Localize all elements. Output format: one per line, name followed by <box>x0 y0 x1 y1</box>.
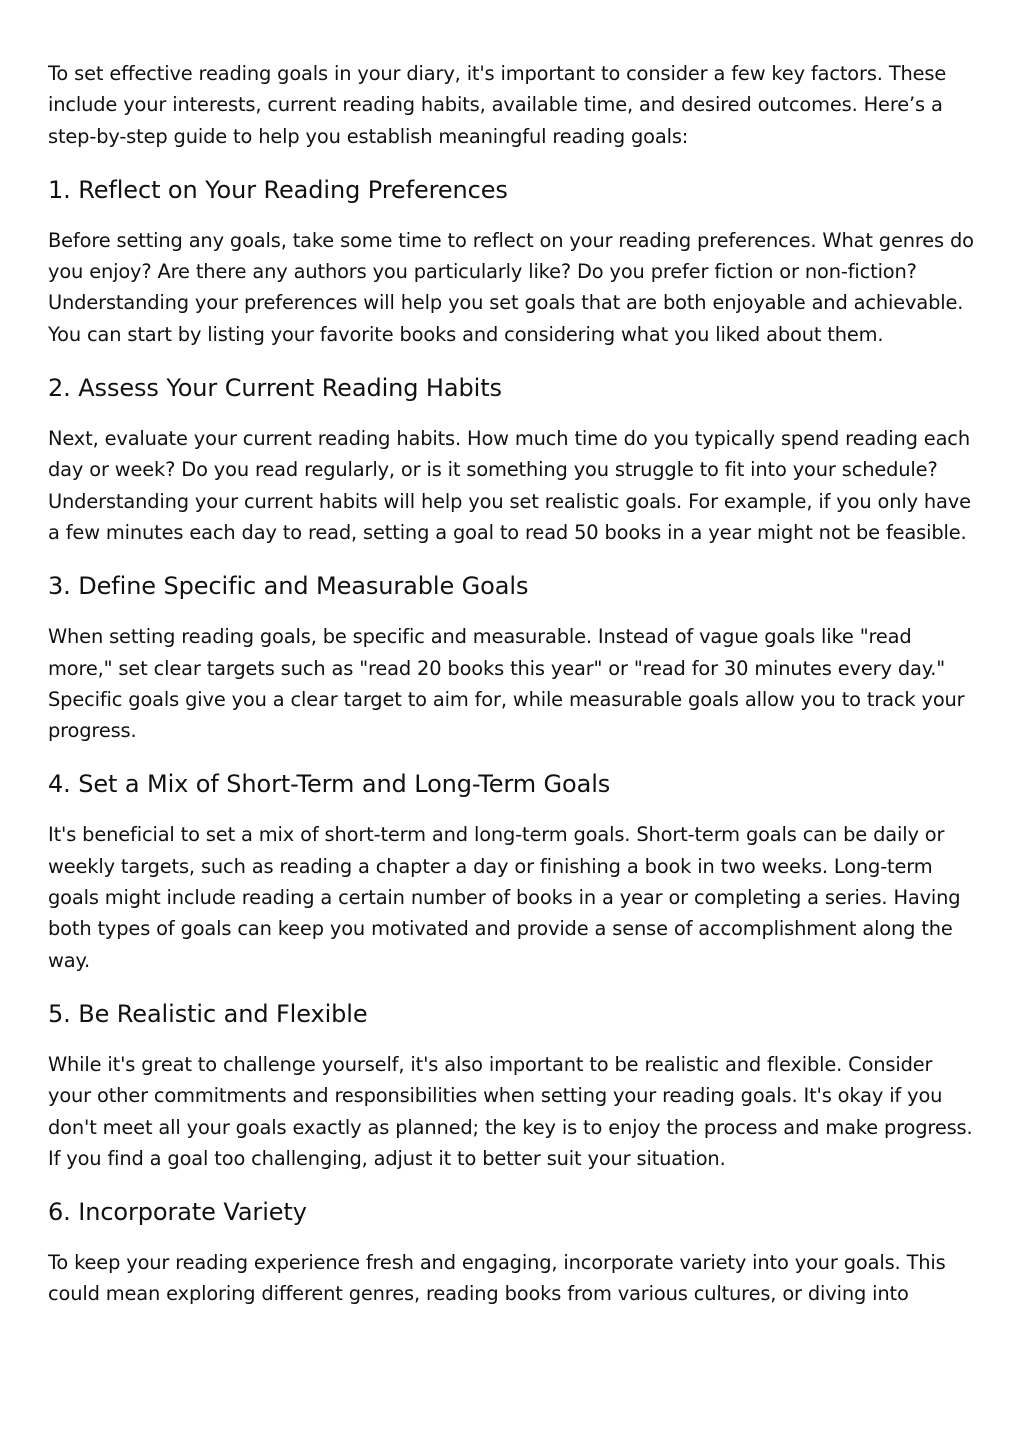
section-mix-goals <box>48 768 978 975</box>
section-paragraph: When setting reading goals, be specific and measurable. Instead of vague goals like "read more," set clear targets such as "read 20 books this year" or "read for 30 minutes every day." Specific goals give you a clear target to aim for, while measurable goals allow you to track your progress. <box>48 625 965 743</box>
section-heading: 1. Reflect on Your Reading Preferences <box>48 175 508 204</box>
section-paragraph: It's beneficial to set a mix of short-term and long-term goals. Short-term goals can be daily or weekly targets, such as reading a chapter a day or finishing a book in two weeks. Long-term goals might include reading a certain number of books in a year or completing a series. Having both types of goals can keep you motivated and provide a sense of accomplishment along the way. <box>48 823 961 972</box>
section-paragraph: Before setting any goals, take some time to reflect on your reading preferences. What genres do you enjoy? Are there any authors you particularly like? Do you prefer fiction or non-fiction? Understanding your preferences will help you set goals that are both enjoyable and achievable. You can start by listing your favorite books and considering what you liked about them. <box>48 228 974 346</box>
section-assess-habits <box>48 372 978 548</box>
section-heading: 5. Be Realistic and Flexible <box>48 999 368 1028</box>
section-reflect-preferences <box>48 174 978 350</box>
section-define-goals <box>48 570 978 746</box>
section-realistic-flexible <box>48 998 978 1174</box>
section-heading: 2. Assess Your Current Reading Habits <box>48 374 502 403</box>
section-paragraph: To keep your reading experience fresh and engaging, incorporate variety into your goals. This could mean exploring different genres, reading books from various cultures, or diving into <box>48 1251 946 1306</box>
section-heading: 4. Set a Mix of Short-Term and Long-Term Goals <box>48 770 611 799</box>
intro-paragraph: To set effective reading goals in your diary, it's important to consider a few key factors. These include your interests, current reading habits, available time, and desired outcomes. Here’s a step-by-step guide to help you establish meaningful reading goals: <box>48 62 947 148</box>
section-heading: 6. Incorporate Variety <box>48 1198 307 1227</box>
section-incorporate-variety <box>48 1196 978 1310</box>
section-heading: 3. Define Specific and Measurable Goals <box>48 572 529 601</box>
section-paragraph: While it's great to challenge yourself, it's also important to be realistic and flexible. Consider your other commitments and responsibilities when setting your reading goals. It's okay if you don't meet all your goals exactly as planned; the key is to enjoy the process and make progress. If you find a goal too challenging, adjust it to better suit your situation. <box>48 1052 973 1170</box>
section-paragraph: Next, evaluate your current reading habits. How much time do you typically spend reading each day or week? Do you read regularly, or is it something you struggle to fit into your schedule? Understanding your current habits will help you set realistic goals. For example, if you only have a few minutes each day to read, setting a goal to read 50 books in a year might not be feasible. <box>48 427 971 544</box>
